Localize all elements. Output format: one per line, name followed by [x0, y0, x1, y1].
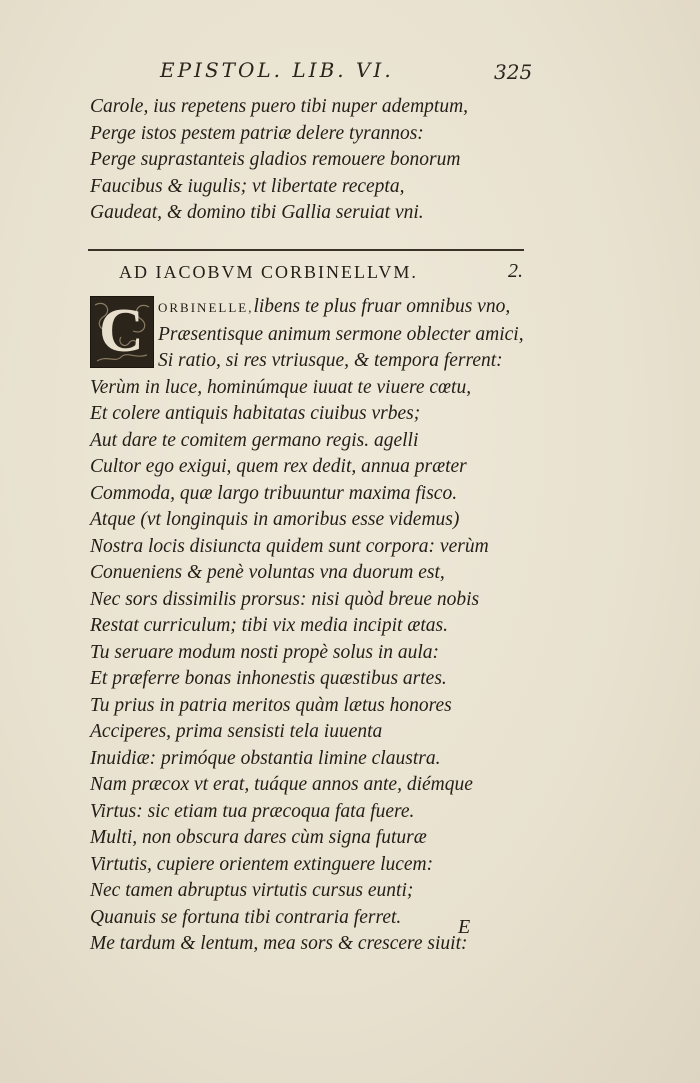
main-verse	[90, 294, 550, 958]
verse-line: Aut dare te comitem germano regis. agelli	[90, 429, 419, 451]
verse-line: Si ratio, si res vtriusque, & tempora ferrent:	[158, 350, 503, 371]
verse-line: Præsentisque animum sermone oblecter amici,	[158, 323, 524, 345]
verse-line: Virtutis, cupiere orientem extinguere lucem:	[90, 853, 434, 875]
verse-line: Conueniens & penè voluntas vna duorum est,	[90, 562, 445, 583]
verse-line-first	[90, 294, 550, 322]
verse-line: Inuidiæ: primóque obstantia limine claustra.	[90, 747, 441, 769]
verse-line: Perge istos pestem patriæ delere tyrannos:	[90, 122, 424, 144]
verse-line: Carole, ius repetens puero tibi nuper ademptum,	[90, 96, 469, 117]
running-head: EPISTOL. LIB. VI.	[160, 58, 394, 82]
verse-line: Virtus: sic etiam tua præcoqua fata fuere.	[90, 800, 415, 822]
verse-line: Me tardum & lentum, mea sors & crescere siuit:	[90, 933, 468, 954]
verse-line: Et colere antiquis habitatas ciuibus vrbes;	[90, 403, 421, 424]
verse-line: Nostra locis disiuncta quidem sunt corpora: verùm	[90, 535, 489, 557]
verse-line: Gaudeat, & domino tibi Gallia seruiat vni.	[90, 202, 424, 223]
verse-line: Perge suprastanteis gladios remouere bonorum	[90, 149, 461, 170]
catchword: E	[458, 916, 471, 938]
section-divider	[88, 249, 524, 251]
first-line-rest: libens te plus fruar omnibus vno,	[253, 296, 511, 317]
verse-line: Nam præcox vt erat, tuáque annos ante, diémque	[90, 774, 473, 795]
verse-line: Cultor ego exigui, quem rex dedit, annua præter	[90, 456, 467, 477]
verse-line: Restat curriculum; tibi vix media incipit ætas.	[90, 615, 448, 636]
verse-line: Tu prius in patria meritos quàm lætus honores	[90, 694, 452, 716]
verse-line: Faucibus & iugulis; vt libertate recepta,	[90, 175, 405, 197]
verse-line: Et præferre bonas inhonestis quæstibus artes.	[90, 668, 447, 689]
section-title: AD IACOBVM CORBINELLVM.	[119, 262, 418, 282]
verse-line: Tu seruare modum nosti propè solus in aula:	[90, 641, 440, 663]
verse-line: Acciperes, prima sensisti tela iuuenta	[90, 721, 383, 742]
first-word-smallcaps: ORBINELLE,	[158, 300, 254, 315]
verse-line: Atque (vt longinquis in amoribus esse videmus)	[90, 509, 460, 530]
verse-line: Nec tamen abruptus virtutis cursus eunti;	[90, 880, 414, 901]
verse-line: Verùm in luce, hominúmque iuuat te viuere cœtu,	[90, 376, 472, 398]
section-number: 2.	[508, 260, 523, 282]
page-number: 325	[494, 60, 533, 84]
verse-line: Nec sors dissimilis prorsus: nisi quòd breue nobis	[90, 588, 480, 610]
verse-line: Multi, non obscura dares cùm signa futuræ	[90, 827, 427, 848]
initial-letter: C	[99, 297, 144, 365]
verse-line: Commoda, quæ largo tribuuntur maxima fisco.	[90, 482, 458, 504]
top-verse	[90, 94, 550, 227]
verse-line: Quanuis se fortuna tibi contraria ferret.	[90, 906, 402, 928]
